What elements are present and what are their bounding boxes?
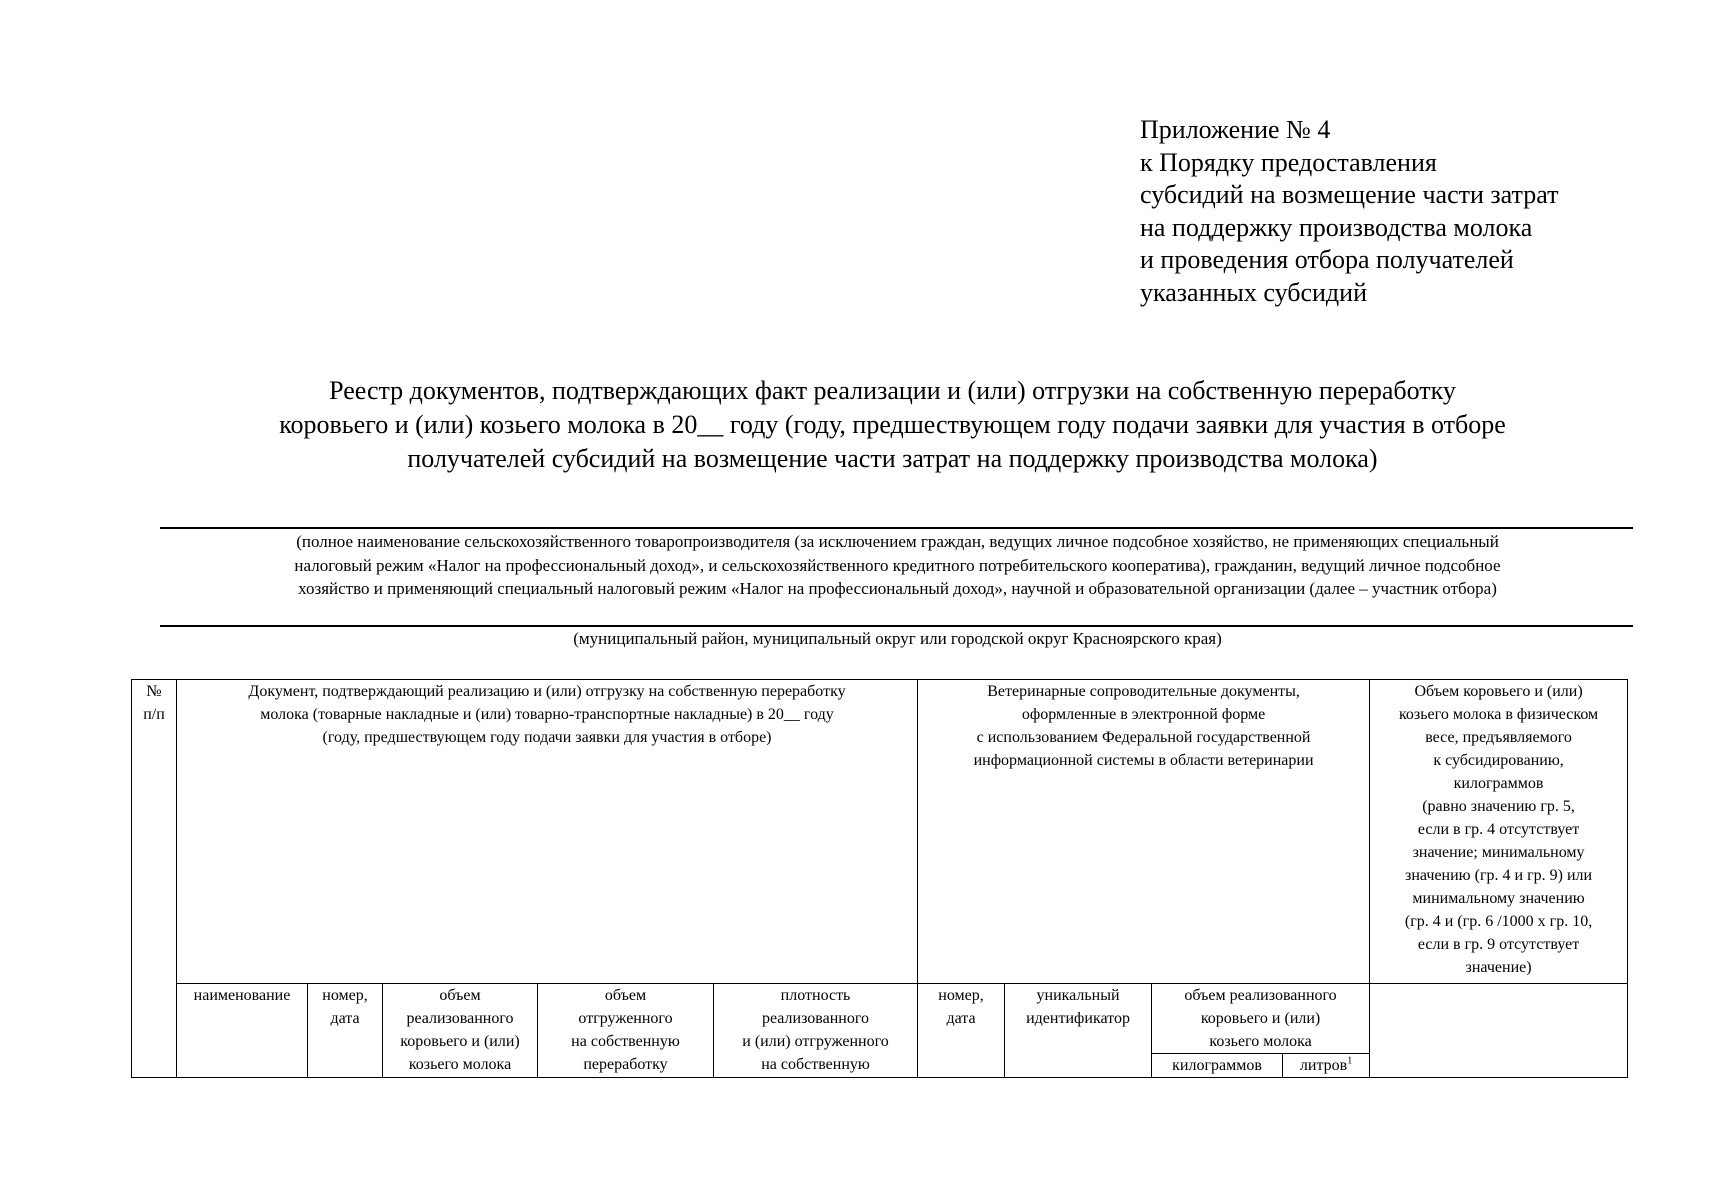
appendix-line: и проведения отбора получателей (1140, 245, 1514, 274)
sub-vet-num-date-header: номер, дата (918, 984, 1005, 1078)
sub-unique-id-header: уникальный идентификатор (1005, 984, 1152, 1078)
group-document-header: Документ, подтверждающий реализацию и (или) отгрузку на собственную переработку молока (товарные накладные и (или) товарно-транспортные накладные) в 20__ году (году, предшествующем году подачи заявки для участия в отборе) (177, 680, 918, 984)
participant-fill-line[interactable] (160, 527, 1633, 529)
appendix-line: к Порядку предоставления (1140, 147, 1437, 177)
caption-line: налоговый режим «Налог на профессиональный доход», и сельскохозяйственного кредитного потребительского кооператива), гражданин, ведущий личное подсобное (294, 555, 1501, 575)
sub-density-header: плотность реализованного и (или) отгруженного на собственную (714, 984, 918, 1078)
col-volume-header: Объем коровьего и (или) козьего молока в физическом весе, предъявляемого к субсидированию, килограммов (равно значению гр. 5, если в гр. 4 отсутствует значение; минимальному значению (гр. 4 и гр. 9) или минимальному значению (гр. 4 и (гр. 6 /1000 х гр. 10, если в гр. 9 отсутствует значение) (1370, 680, 1628, 984)
group-vet-header: Ветеринарные сопроводительные документы, оформленные в электронной форме с использованием Федеральной государственной информационной системы в области ветеринарии (918, 680, 1370, 984)
title-line: Реестр документов, подтверждающих факт реализации и (или) отгрузки на собственную переработку (329, 376, 1456, 405)
appendix-line: Приложение № 4 (1140, 115, 1331, 144)
sub-num-date-header: номер, дата (308, 984, 383, 1078)
appendix-line: на поддержку производства молока (1140, 212, 1533, 242)
sub-shipped-volume-header: объем отгруженного на собственную переработку (538, 984, 714, 1078)
title-line: коровьего и (или) козьего молока в 20__ году (году, предшествующем году подачи заявки для участия в отборе (279, 410, 1506, 439)
sub-sold-volume-header: объем реализованного коровьего и (или) козьего молока (383, 984, 538, 1078)
sub-liters-header: литров$^1$ (1283, 1054, 1370, 1078)
participant-caption (150, 530, 1645, 601)
volume-empty-cell (1370, 984, 1628, 1078)
appendix-line: субсидий на возмещение части затрат (1140, 180, 1559, 209)
appendix-block (1140, 114, 1680, 309)
registry-table (131, 679, 1628, 1078)
caption-line: хозяйство и применяющий специальный налоговый режим «Налог на профессиональный доход», научной и образовательной организации (далее – участник отбора) (298, 579, 1497, 598)
col-number-header: № п/п (132, 680, 177, 1078)
appendix-line: указанных субсидий (1140, 277, 1367, 307)
footnote-mark: 1 (1347, 1055, 1353, 1067)
document-title (120, 374, 1665, 476)
sub-name-header: наименование (177, 984, 308, 1078)
title-line: получателей субсидий на возмещение части затрат на поддержку производства молока) (407, 444, 1378, 473)
municipality-caption: (муниципальный район, муниципальный округ или городской округ Красноярского края) (573, 629, 1222, 648)
sub-kg-header: килограммов (1152, 1054, 1283, 1078)
caption-line: (полное наименование сельскохозяйственного товаропроизводителя (за исключением граждан, ведущих личное подсобное хозяйство, не применяющих специальный (296, 532, 1499, 551)
sub-vet-volume-header: объем реализованного коровьего и (или) козьего молока (1152, 984, 1370, 1054)
